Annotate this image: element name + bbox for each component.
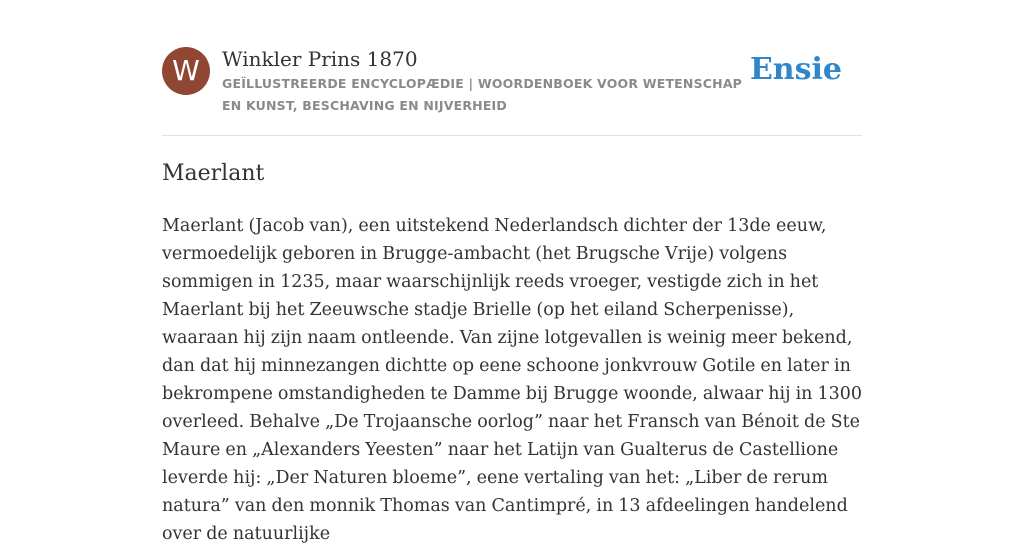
source-avatar[interactable]: W	[162, 47, 210, 95]
header-divider	[162, 135, 862, 136]
source-subtitle: GEÏLLUSTREERDE ENCYCLOPÆDIE | WOORDENBOEK VOOR WETENSCHAP EN KUNST, BESCHAVING EN NIJVERHEID	[222, 76, 743, 113]
article-title: Maerlant	[162, 161, 265, 186]
article-body: Maerlant (Jacob van), een uitstekend Nederlandsch dichter der 13de eeuw, vermoedelijk geboren in Brugge-ambacht (het Brugsche Vrije) volgens sommigen in 1235, maar waarschijnlijk reeds vroeger, vestigde zich in het Maerlant bij het Zeeuwsche stadje Brielle (op het eiland Scherpenisse), waaraan hij zijn naam ontleende. Van zijne lotgevallen is weinig meer bekend, dan dat hij minnezangen dichtte op eene schoone jonkvrouw Gotile en later in bekrompene omstandigheden te Damme bij Brugge woonde, alwaar hij in 1300 overleed. Behalve „De Trojaansche oorlog” naar het Fransch van Bénoit de Ste Maure en „Alexanders Yeesten” naar het Latijn van Gualterus de Castellione leverde hij: „Der Naturen bloeme”, eene vertaling van het: „Liber de rerum natura” van den monnik Thomas van Cantimpré, in 13 afdeelingen handelend over de natuurlijke	[162, 216, 863, 544]
brand-logo[interactable]: Ensie	[749, 52, 842, 87]
source-title[interactable]: Winkler Prins 1870	[222, 47, 418, 71]
source-header	[162, 44, 862, 136]
